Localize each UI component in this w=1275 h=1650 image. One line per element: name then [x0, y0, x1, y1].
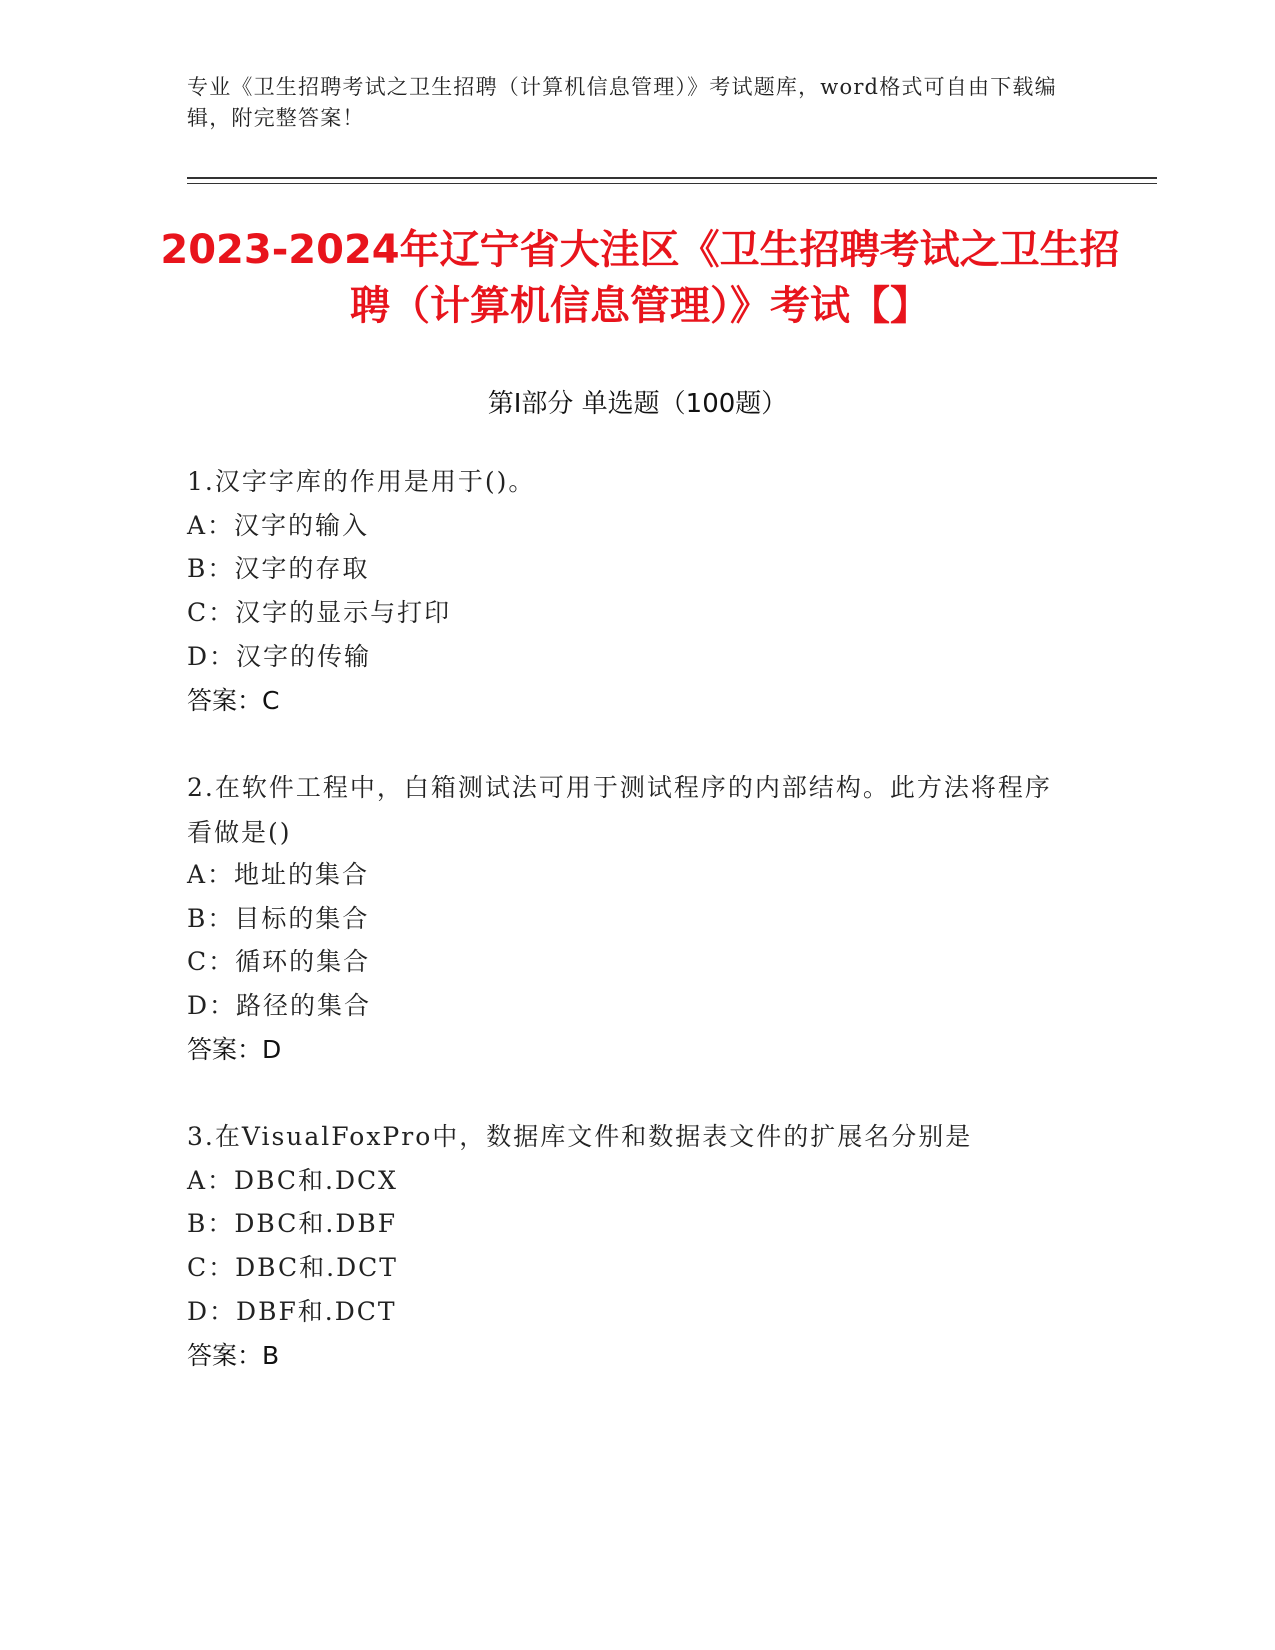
question-2-answer: 答案：D [187, 1035, 282, 1064]
question-1-option-c: C：汉字的显示与打印 [187, 598, 452, 627]
question-1-option-b: B：汉字的存取 [187, 554, 370, 583]
header-rule-thick [187, 177, 1157, 179]
question-3-option-d: D：DBF和.DCT [187, 1297, 397, 1326]
section-title: 第Ⅰ部分 单选题（100题） [487, 389, 788, 419]
question-2-option-d: D：路径的集合 [187, 991, 372, 1020]
question-1-option-d: D：汉字的传输 [187, 642, 372, 671]
question-2-stem: 2.在软件工程中，白箱测试法可用于测试程序的内部结构。此方法将程序看做是() [187, 773, 1052, 847]
question-3-option-c: C：DBC和.DCT [187, 1253, 398, 1282]
question-3-option-a: A：DBC和.DCX [187, 1166, 398, 1195]
question-1-answer: 答案：C [187, 686, 280, 715]
header-rule-thin [187, 183, 1157, 184]
question-1-option-a: A：汉字的输入 [187, 511, 370, 540]
question-3-answer: 答案：B [187, 1341, 280, 1370]
question-2-option-a: A：地址的集合 [187, 860, 370, 889]
question-1-stem: 1.汉字字库的作用是用于()。 [187, 467, 536, 496]
document-title: 2023-2024年辽宁省大洼区《卫生招聘考试之卫生招聘（计算机信息管理）》考试【】 [160, 227, 1120, 329]
question-2-option-b: B：目标的集合 [187, 904, 370, 933]
question-2-option-c: C：循环的集合 [187, 947, 371, 976]
question-3-stem: 3.在VisualFoxPro中，数据库文件和数据表文件的扩展名分别是 [187, 1122, 973, 1151]
header-note: 专业《卫生招聘考试之卫生招聘（计算机信息管理）》考试题库，word格式可自由下载编辑，附完整答案！ [187, 75, 1057, 130]
question-3-option-b: B：DBC和.DBF [187, 1209, 398, 1238]
